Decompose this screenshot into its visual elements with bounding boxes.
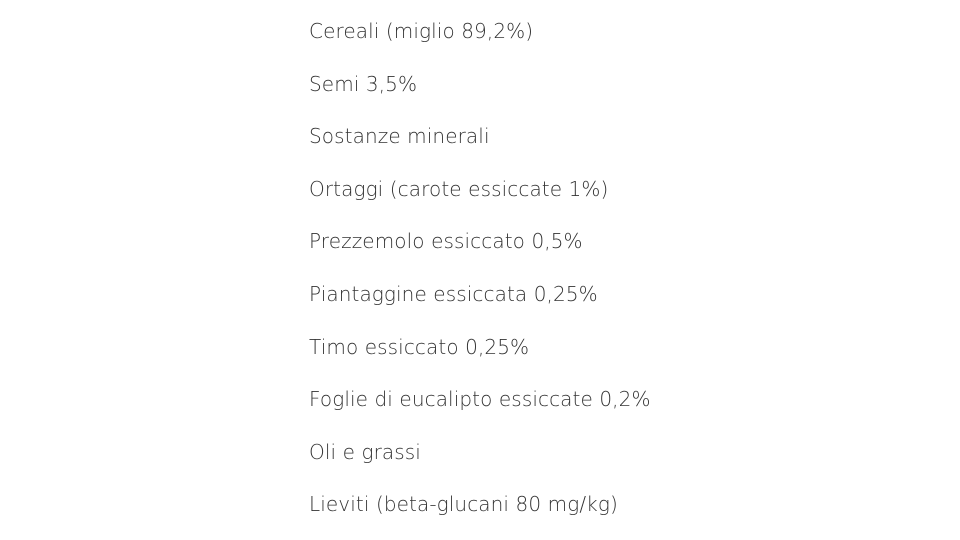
ingredient-item: Prezzemolo essiccato 0,5% bbox=[309, 229, 583, 254]
ingredient-item: Lieviti (beta-glucani 80 mg/kg) bbox=[309, 492, 618, 517]
ingredient-item: Timo essiccato 0,25% bbox=[309, 334, 530, 359]
ingredient-item: Oli e grassi bbox=[309, 439, 421, 464]
ingredient-item: Foglie di eucalipto essiccate 0,2% bbox=[309, 387, 651, 412]
ingredient-item: Piantaggine essiccata 0,25% bbox=[309, 281, 598, 306]
ingredient-list bbox=[309, 5, 651, 531]
ingredient-item: Semi 3,5% bbox=[309, 71, 418, 96]
ingredient-item: Cereali (miglio 89,2%) bbox=[309, 19, 534, 43]
ingredient-item: Sostanze minerali bbox=[309, 124, 490, 149]
ingredient-item: Ortaggi (carote essiccate 1%) bbox=[309, 176, 609, 201]
